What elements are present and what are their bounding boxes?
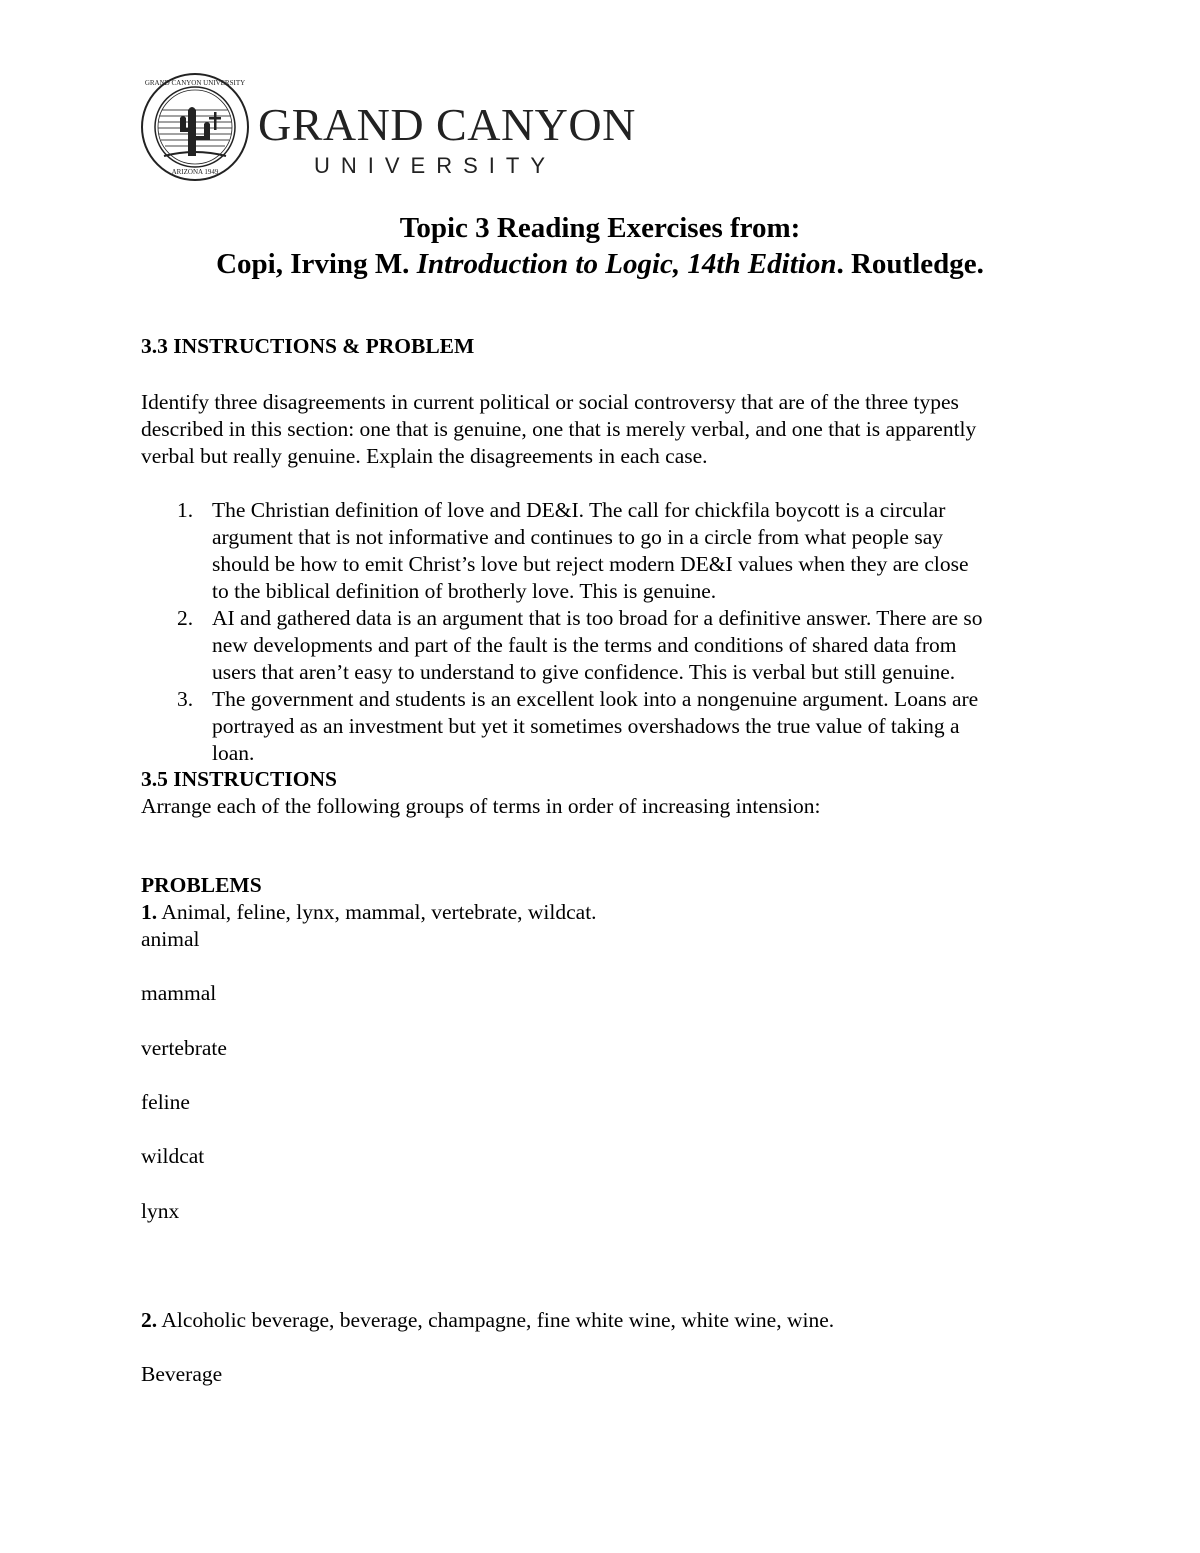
svg-text:ARIZONA 1949: ARIZONA 1949 [171, 168, 219, 176]
citation-publisher: . Routledge. [836, 248, 984, 280]
list-item-line: should be how to emit Christ’s love but reject modern DE&I values when they are close [212, 552, 969, 576]
list-item-line: The Christian definition of love and DE&I. The call for chickfila boycott is a circular [212, 498, 946, 522]
logo-wordmark: GRAND CANYON [258, 99, 636, 150]
problem-2: 2. Alcoholic beverage, beverage, champagne, fine white wine, white wine, wine. [141, 1308, 835, 1332]
section-3-5-instructions: Arrange each of the following groups of terms in order of increasing intension: [141, 794, 821, 818]
list-item-number: 1. [177, 498, 194, 522]
list-item-line: loan. [212, 741, 255, 765]
section-3-5-heading: 3.5 INSTRUCTIONS [141, 767, 337, 791]
list-item-number: 2. [177, 606, 194, 630]
answer-term: mammal [141, 981, 217, 1005]
list-item-line: new developments and part of the fault is the terms and conditions of shared data from [212, 633, 957, 657]
section-3-3-heading: 3.3 INSTRUCTIONS & PROBLEM [141, 334, 475, 358]
instructions-line: described in this section: one that is genuine, one that is merely verbal, and one that is apparently [141, 417, 977, 441]
instructions-line: verbal but really genuine. Explain the disagreements in each case. [141, 444, 708, 468]
problems-heading: PROBLEMS [141, 873, 262, 897]
problem-1: 1. Animal, feline, lynx, mammal, vertebrate, wildcat. [141, 900, 597, 924]
university-logo [140, 72, 636, 184]
answer-term: wildcat [141, 1144, 205, 1168]
list-item-number: 3. [177, 687, 194, 711]
list-item-line: portrayed as an investment but yet it sometimes overshadows the true value of taking a [212, 714, 960, 738]
list-item-line: AI and gathered data is an argument that is too broad for a definitive answer. There are so [212, 606, 983, 630]
list-item-line: users that aren’t easy to understand to give confidence. This is verbal but still genuine. [212, 660, 956, 684]
instructions-line: Identify three disagreements in current political or social controversy that are of the three types [141, 390, 959, 414]
citation-book-title: Introduction to Logic, 14th Edition [416, 248, 837, 280]
logo-subtitle: UNIVERSITY [314, 153, 557, 178]
page-title: Topic 3 Reading Exercises from: [399, 212, 801, 244]
svg-text:GRAND CANYON UNIVERSITY: GRAND CANYON UNIVERSITY [144, 79, 246, 87]
answer-term: animal [141, 927, 200, 951]
answer-term: lynx [141, 1199, 180, 1223]
citation-author: Copi, Irving M. [216, 248, 417, 280]
list-item-line: to the biblical definition of brotherly love. This is genuine. [212, 579, 717, 603]
answer-term: vertebrate [141, 1036, 227, 1060]
list-item-line: argument that is not informative and continues to go in a circle from what people say [212, 525, 943, 549]
list-item-line: The government and students is an excellent look into a nongenuine argument. Loans are [212, 687, 979, 711]
citation-line [0, 245, 1200, 284]
university-seal-icon [140, 72, 250, 182]
answer-term: Beverage [141, 1362, 223, 1386]
answer-term: feline [141, 1090, 190, 1114]
